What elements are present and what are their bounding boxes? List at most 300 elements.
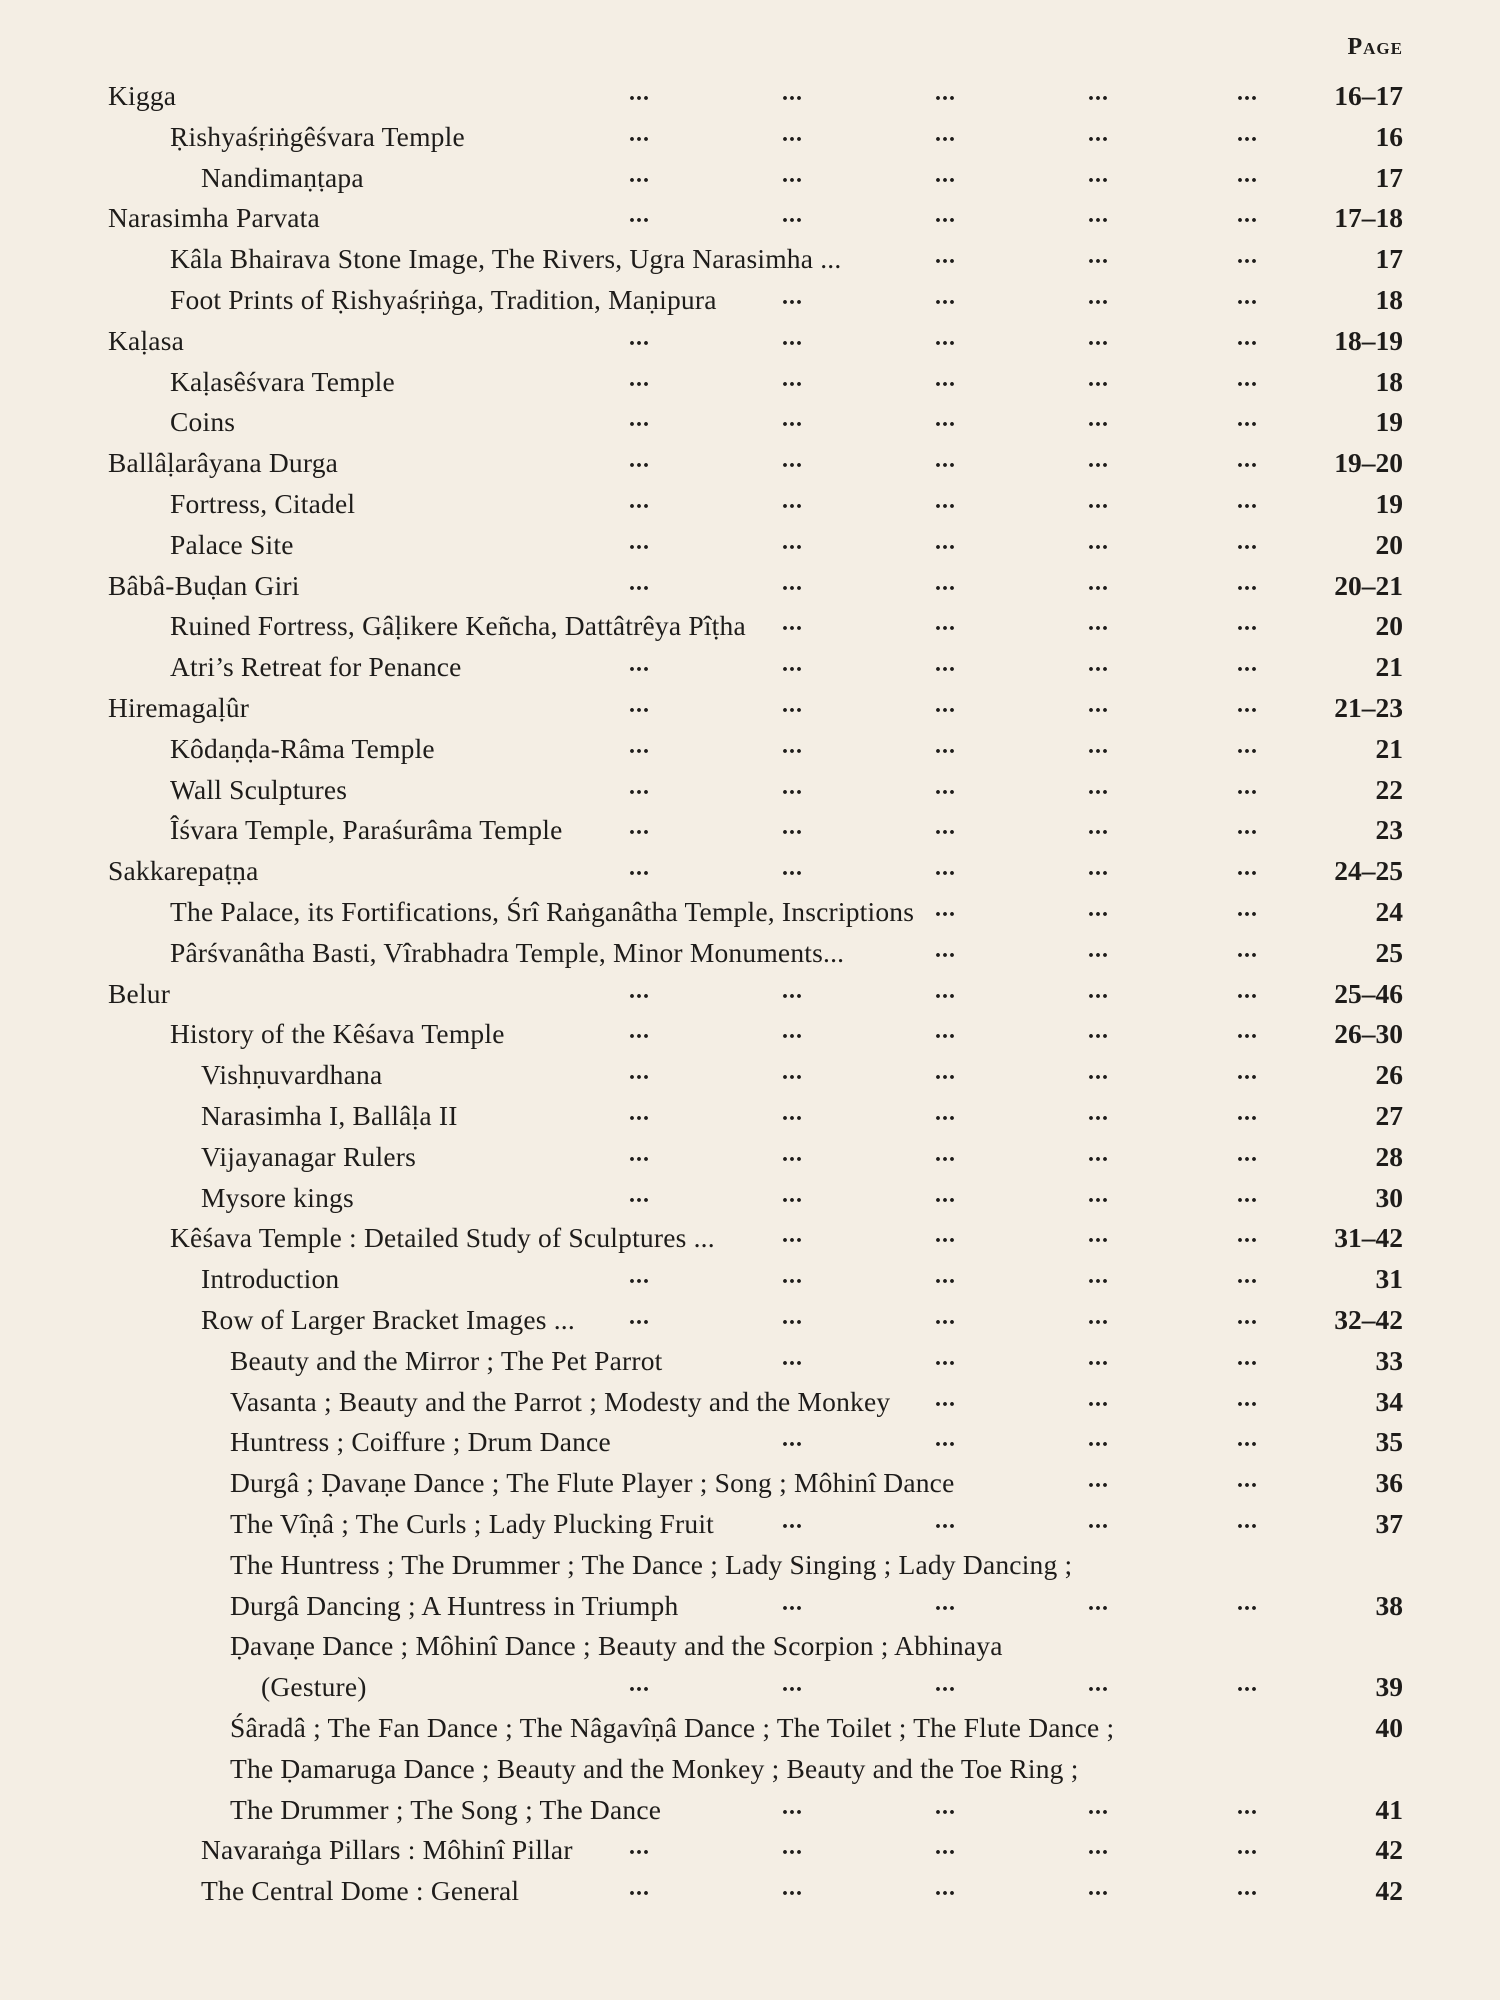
leader-dots: ... — [1088, 814, 1109, 841]
toc-entry — [0, 1834, 1500, 1874]
leader-dots: ... — [1237, 1385, 1258, 1412]
leader-dots: ... — [782, 732, 803, 759]
leader-dots: ... — [1088, 1018, 1109, 1045]
entry-title: Bâbâ-Buḍan Giri — [108, 569, 300, 601]
leader-dots: ... — [782, 1589, 803, 1616]
leader-dots: ... — [1088, 1467, 1109, 1494]
toc-entry — [0, 1426, 1500, 1466]
entry-page: 40 — [1375, 1712, 1403, 1743]
leader-dots: ... — [1237, 855, 1258, 882]
leader-dots: ... — [629, 1100, 650, 1126]
leader-dots: ... — [1237, 284, 1258, 310]
leader-dots: ... — [1088, 1140, 1109, 1167]
leader-dots: ... — [782, 1140, 803, 1167]
toc-entry — [0, 1753, 1500, 1793]
leader-dots: ... — [935, 243, 956, 270]
entry-title: Ḍavaṇe Dance ; Môhinî Dance ; Beauty and the Scorpion ; Abhinaya — [230, 1630, 1003, 1662]
leader-dots: ... — [782, 447, 803, 474]
toc-entry — [0, 1630, 1500, 1670]
entry-title: Ṛishyaśṛiṅgêśvara Temple — [170, 120, 465, 152]
leader-dots: ... — [629, 814, 650, 841]
toc-entry — [0, 1386, 1500, 1426]
entry-page: 17–18 — [1334, 202, 1403, 234]
entry-page: 39 — [1375, 1671, 1403, 1703]
entry-page: 25 — [1375, 936, 1403, 968]
leader-dots: ... — [935, 773, 956, 800]
leader-dots: ... — [1237, 896, 1258, 922]
leader-dots: ... — [935, 365, 956, 392]
toc-entry — [0, 1141, 1500, 1181]
toc-entry — [0, 1875, 1500, 1915]
entry-title: Foot Prints of Ṛishyaśṛiṅga, Tradition, Maṇipura — [170, 284, 717, 315]
leader-dots: ... — [935, 936, 956, 963]
entry-title: Ballâḷarâyana Durga — [108, 447, 339, 479]
entry-title: Kaḷasa — [108, 324, 185, 356]
entry-page: 32–42 — [1334, 1304, 1403, 1335]
toc-entry — [0, 447, 1500, 487]
toc-entry — [0, 692, 1500, 732]
leader-dots: ... — [629, 1671, 650, 1698]
entry-page: 17 — [1375, 243, 1403, 275]
leader-dots: ... — [629, 1059, 650, 1086]
leader-dots: ... — [629, 1875, 650, 1902]
entry-page: 21 — [1375, 651, 1403, 683]
leader-dots: ... — [1237, 243, 1258, 270]
toc-entry — [0, 1467, 1500, 1507]
entry-title: Belur — [108, 977, 171, 1009]
entry-page: 35 — [1375, 1426, 1403, 1458]
leader-dots: ... — [1237, 365, 1258, 392]
toc-entry — [0, 1508, 1500, 1548]
toc-entry — [0, 1182, 1500, 1222]
leader-dots: ... — [1237, 1222, 1258, 1249]
toc-entry — [0, 325, 1500, 365]
leader-dots: ... — [782, 1181, 803, 1208]
entry-title: Śâradâ ; The Fan Dance ; The Nâgavîṇâ Dance ; The Toilet ; The Flute Dance ; — [230, 1712, 1115, 1743]
leader-dots: ... — [1237, 732, 1258, 759]
leader-dots: ... — [1237, 1304, 1258, 1330]
leader-dots: ... — [1237, 324, 1258, 351]
entry-page: 33 — [1375, 1344, 1403, 1376]
toc-entry — [0, 1712, 1500, 1752]
leader-dots: ... — [1088, 1834, 1109, 1861]
entry-title: The Palace, its Fortifications, Śrî Raṅganâtha Temple, Inscriptions — [170, 896, 915, 927]
leader-dots: ... — [1088, 406, 1109, 433]
leader-dots: ... — [935, 1100, 956, 1126]
leader-dots: ... — [935, 528, 956, 555]
leader-dots: ... — [782, 610, 803, 637]
leader-dots: ... — [1088, 1304, 1109, 1330]
leader-dots: ... — [1088, 528, 1109, 555]
toc-entry — [0, 284, 1500, 324]
leader-dots: ... — [935, 855, 956, 882]
entry-page: 19 — [1375, 488, 1403, 519]
leader-dots: ... — [782, 120, 803, 147]
toc-entry — [0, 978, 1500, 1018]
toc-entry — [0, 1059, 1500, 1099]
entry-page: 27 — [1375, 1100, 1403, 1131]
leader-dots: ... — [1088, 1875, 1109, 1902]
leader-dots: ... — [629, 1304, 650, 1330]
leader-dots: ... — [629, 365, 650, 392]
leader-dots: ... — [935, 651, 956, 678]
leader-dots: ... — [935, 1793, 956, 1820]
leader-dots: ... — [1088, 732, 1109, 759]
leader-dots: ... — [1088, 773, 1109, 800]
leader-dots: ... — [1088, 1508, 1109, 1534]
leader-dots: ... — [935, 1181, 956, 1208]
leader-dots: ... — [1088, 1793, 1109, 1820]
leader-dots: ... — [935, 1671, 956, 1698]
leader-dots: ... — [1237, 936, 1258, 963]
entry-page: 20 — [1375, 528, 1403, 560]
entry-page: 20 — [1375, 610, 1403, 642]
entry-title: Navaraṅga Pillars : Môhinî Pillar — [201, 1834, 573, 1866]
leader-dots: ... — [1088, 977, 1109, 1004]
leader-dots: ... — [935, 1140, 956, 1167]
entry-title: Pârśvanâtha Basti, Vîrabhadra Temple, Minor Monuments... — [170, 936, 845, 968]
entry-page: 18–19 — [1334, 324, 1403, 356]
toc-entry — [0, 1794, 1500, 1834]
toc-entry — [0, 1345, 1500, 1385]
leader-dots: ... — [629, 80, 650, 106]
leader-dots: ... — [935, 692, 956, 718]
entry-page: 42 — [1375, 1834, 1403, 1866]
entry-title: Vasanta ; Beauty and the Parrot ; Modesty and the Monkey — [230, 1385, 891, 1417]
leader-dots: ... — [935, 896, 956, 922]
leader-dots: ... — [1088, 1181, 1109, 1208]
entry-page: 24 — [1375, 896, 1403, 927]
entry-page: 31 — [1375, 1263, 1403, 1295]
toc-entry — [0, 366, 1500, 406]
leader-dots: ... — [782, 1426, 803, 1453]
entry-title: Vijayanagar Rulers — [201, 1140, 416, 1172]
leader-dots: ... — [629, 855, 650, 882]
leader-dots: ... — [782, 1304, 803, 1330]
entry-page: 42 — [1375, 1875, 1403, 1907]
leader-dots: ... — [1088, 80, 1109, 106]
entry-page: 21 — [1375, 732, 1403, 764]
entry-title: Sakkarepaṭṇa — [108, 855, 259, 887]
leader-dots: ... — [1237, 202, 1258, 229]
leader-dots: ... — [782, 651, 803, 678]
entry-page: 28 — [1375, 1140, 1403, 1172]
leader-dots: ... — [782, 1018, 803, 1045]
leader-dots: ... — [1237, 692, 1258, 718]
toc-entry — [0, 1263, 1500, 1303]
leader-dots: ... — [1237, 528, 1258, 555]
leader-dots: ... — [1088, 488, 1109, 514]
page-column-header: Page — [1347, 34, 1403, 60]
leader-dots: ... — [1088, 161, 1109, 188]
leader-dots: ... — [1237, 1018, 1258, 1045]
leader-dots: ... — [935, 120, 956, 147]
leader-dots: ... — [1237, 1508, 1258, 1534]
toc-entry — [0, 1222, 1500, 1262]
toc-entry — [0, 570, 1500, 610]
toc-entry — [0, 1304, 1500, 1344]
leader-dots: ... — [629, 528, 650, 555]
leader-dots: ... — [935, 569, 956, 596]
leader-dots: ... — [935, 161, 956, 188]
entry-title: Mysore kings — [201, 1181, 354, 1213]
entry-page: 30 — [1375, 1181, 1403, 1213]
leader-dots: ... — [1237, 1100, 1258, 1126]
leader-dots: ... — [935, 732, 956, 759]
leader-dots: ... — [1237, 1140, 1258, 1167]
leader-dots: ... — [1237, 1426, 1258, 1453]
leader-dots: ... — [782, 1222, 803, 1249]
leader-dots: ... — [1237, 488, 1258, 514]
leader-dots: ... — [1237, 120, 1258, 147]
entry-page: 23 — [1375, 814, 1403, 846]
leader-dots: ... — [629, 202, 650, 229]
entry-title: Narasimha Parvata — [108, 202, 320, 234]
leader-dots: ... — [1088, 284, 1109, 310]
leader-dots: ... — [935, 610, 956, 637]
leader-dots: ... — [935, 814, 956, 841]
leader-dots: ... — [1088, 1671, 1109, 1698]
entry-title: The Drummer ; The Song ; The Dance — [230, 1793, 662, 1825]
leader-dots: ... — [1088, 1100, 1109, 1126]
entry-title: The Vîṇâ ; The Curls ; Lady Plucking Fruit — [230, 1508, 715, 1539]
leader-dots: ... — [782, 1508, 803, 1534]
leader-dots: ... — [629, 569, 650, 596]
entry-title: (Gesture) — [261, 1671, 367, 1703]
leader-dots: ... — [1088, 243, 1109, 270]
leader-dots: ... — [1237, 1263, 1258, 1290]
leader-dots: ... — [1237, 1344, 1258, 1371]
leader-dots: ... — [782, 1100, 803, 1126]
leader-dots: ... — [1237, 610, 1258, 637]
leader-dots: ... — [935, 1875, 956, 1902]
leader-dots: ... — [782, 1834, 803, 1861]
leader-dots: ... — [1088, 365, 1109, 392]
toc-entry — [0, 1018, 1500, 1058]
leader-dots: ... — [1088, 120, 1109, 147]
entry-page: 20–21 — [1334, 569, 1403, 601]
leader-dots: ... — [935, 1508, 956, 1534]
entry-page: 16 — [1375, 120, 1403, 152]
leader-dots: ... — [782, 773, 803, 800]
leader-dots: ... — [782, 324, 803, 351]
leader-dots: ... — [1088, 936, 1109, 963]
entry-page: 18 — [1375, 284, 1403, 315]
entry-title: Kigga — [108, 80, 177, 111]
entry-title: Fortress, Citadel — [170, 488, 356, 519]
leader-dots: ... — [629, 120, 650, 147]
leader-dots: ... — [1088, 1589, 1109, 1616]
toc-entry — [0, 406, 1500, 446]
leader-dots: ... — [935, 1018, 956, 1045]
leader-dots: ... — [935, 1834, 956, 1861]
toc-entry — [0, 855, 1500, 895]
leader-dots: ... — [629, 1018, 650, 1045]
leader-dots: ... — [1237, 977, 1258, 1004]
leader-dots: ... — [1088, 1426, 1109, 1453]
entry-page: 26–30 — [1334, 1018, 1403, 1050]
leader-dots: ... — [1088, 1263, 1109, 1290]
toc-entry — [0, 896, 1500, 936]
entry-page: 31–42 — [1334, 1222, 1403, 1254]
leader-dots: ... — [782, 1875, 803, 1902]
leader-dots: ... — [1237, 814, 1258, 841]
entry-page: 16–17 — [1334, 80, 1403, 111]
entry-title: Row of Larger Bracket Images ... — [201, 1304, 575, 1335]
entry-page: 34 — [1375, 1385, 1403, 1417]
leader-dots: ... — [1088, 569, 1109, 596]
leader-dots: ... — [935, 488, 956, 514]
leader-dots: ... — [935, 1426, 956, 1453]
leader-dots: ... — [782, 1059, 803, 1086]
entry-title: Wall Sculptures — [170, 773, 348, 805]
entry-page: 18 — [1375, 365, 1403, 397]
leader-dots: ... — [782, 365, 803, 392]
entry-title: Nandimaṇṭapa — [201, 161, 364, 193]
leader-dots: ... — [782, 814, 803, 841]
toc-entry — [0, 529, 1500, 569]
leader-dots: ... — [629, 1834, 650, 1861]
entry-title: Kaḷasêśvara Temple — [170, 365, 395, 397]
leader-dots: ... — [782, 1263, 803, 1290]
leader-dots: ... — [782, 161, 803, 188]
leader-dots: ... — [782, 528, 803, 555]
leader-dots: ... — [1088, 1222, 1109, 1249]
entry-title: Ruined Fortress, Gâḷikere Keñcha, Dattâtrêya Pîṭha — [170, 610, 746, 642]
leader-dots: ... — [1237, 447, 1258, 474]
leader-dots: ... — [629, 1140, 650, 1167]
leader-dots: ... — [935, 284, 956, 310]
entry-title: Atri’s Retreat for Penance — [170, 651, 462, 683]
entry-title: Kôdaṇḍa-Râma Temple — [170, 732, 435, 764]
leader-dots: ... — [629, 161, 650, 188]
toc-entry — [0, 162, 1500, 202]
leader-dots: ... — [935, 406, 956, 433]
entry-title: Durgâ ; Ḍavaṇe Dance ; The Flute Player ; Song ; Môhinî Dance — [230, 1467, 955, 1499]
toc-entry — [0, 733, 1500, 773]
leader-dots: ... — [1237, 1793, 1258, 1820]
leader-dots: ... — [629, 324, 650, 351]
toc-entry — [0, 651, 1500, 691]
leader-dots: ... — [935, 202, 956, 229]
entry-page: 26 — [1375, 1059, 1403, 1091]
leader-dots: ... — [629, 1263, 650, 1290]
toc-entry — [0, 202, 1500, 242]
leader-dots: ... — [782, 202, 803, 229]
entry-title: Palace Site — [170, 528, 294, 560]
leader-dots: ... — [1237, 406, 1258, 433]
leader-dots: ... — [629, 488, 650, 514]
leader-dots: ... — [1088, 610, 1109, 637]
leader-dots: ... — [1088, 447, 1109, 474]
entry-page: 38 — [1375, 1589, 1403, 1621]
leader-dots: ... — [629, 732, 650, 759]
entry-page: 25–46 — [1334, 977, 1403, 1009]
leader-dots: ... — [1237, 569, 1258, 596]
toc-entry — [0, 814, 1500, 854]
entry-title: The Huntress ; The Drummer ; The Dance ; Lady Singing ; Lady Dancing ; — [230, 1548, 1073, 1580]
leader-dots: ... — [1088, 324, 1109, 351]
leader-dots: ... — [1237, 1467, 1258, 1494]
leader-dots: ... — [782, 692, 803, 718]
leader-dots: ... — [1237, 1589, 1258, 1616]
leader-dots: ... — [935, 1059, 956, 1086]
entry-title: Introduction — [201, 1263, 340, 1295]
entry-title: The Ḍamaruga Dance ; Beauty and the Monkey ; Beauty and the Toe Ring ; — [230, 1752, 1079, 1784]
toc-entry — [0, 937, 1500, 977]
leader-dots: ... — [1088, 651, 1109, 678]
toc-entry — [0, 243, 1500, 283]
leader-dots: ... — [1237, 651, 1258, 678]
entry-title: The Central Dome : General — [201, 1875, 520, 1907]
toc-entry — [0, 1549, 1500, 1589]
leader-dots: ... — [1237, 1059, 1258, 1086]
leader-dots: ... — [629, 977, 650, 1004]
leader-dots: ... — [1237, 1875, 1258, 1902]
leader-dots: ... — [1088, 1385, 1109, 1412]
leader-dots: ... — [935, 80, 956, 106]
leader-dots: ... — [629, 1181, 650, 1208]
leader-dots: ... — [935, 1263, 956, 1290]
entry-title: Narasimha I, Ballâḷa II — [201, 1100, 458, 1131]
toc-entry — [0, 1671, 1500, 1711]
leader-dots: ... — [629, 773, 650, 800]
leader-dots: ... — [1237, 161, 1258, 188]
entry-page: 21–23 — [1334, 692, 1403, 723]
leader-dots: ... — [1088, 1344, 1109, 1371]
entry-title: History of the Kêśava Temple — [170, 1018, 505, 1050]
leader-dots: ... — [1088, 202, 1109, 229]
leader-dots: ... — [782, 1671, 803, 1698]
leader-dots: ... — [1088, 1059, 1109, 1086]
leader-dots: ... — [1237, 80, 1258, 106]
leader-dots: ... — [782, 1793, 803, 1820]
leader-dots: ... — [1088, 896, 1109, 922]
entry-page: 19–20 — [1334, 447, 1403, 479]
entry-page: 22 — [1375, 773, 1403, 805]
toc-entry — [0, 488, 1500, 528]
entry-page: 36 — [1375, 1467, 1403, 1499]
entry-title: Kâla Bhairava Stone Image, The Rivers, Ugra Narasimha ... — [170, 243, 842, 275]
entry-title: Huntress ; Coiffure ; Drum Dance — [230, 1426, 611, 1458]
entry-page: 24–25 — [1334, 855, 1403, 887]
leader-dots: ... — [935, 1222, 956, 1249]
entry-title: Coins — [170, 406, 236, 438]
toc-entry — [0, 1100, 1500, 1140]
leader-dots: ... — [629, 651, 650, 678]
leader-dots: ... — [629, 692, 650, 718]
leader-dots: ... — [782, 406, 803, 433]
entry-title: Durgâ Dancing ; A Huntress in Triumph — [230, 1589, 679, 1621]
leader-dots: ... — [935, 447, 956, 474]
leader-dots: ... — [1237, 773, 1258, 800]
leader-dots: ... — [782, 488, 803, 514]
leader-dots: ... — [1237, 1671, 1258, 1698]
entry-page: 19 — [1375, 406, 1403, 438]
entry-title: Beauty and the Mirror ; The Pet Parrot — [230, 1344, 663, 1376]
leader-dots: ... — [1237, 1181, 1258, 1208]
leader-dots: ... — [782, 80, 803, 106]
entry-title: Vishṇuvardhana — [201, 1059, 383, 1091]
leader-dots: ... — [1088, 855, 1109, 882]
leader-dots: ... — [782, 284, 803, 310]
entry-page: 17 — [1375, 161, 1403, 193]
leader-dots: ... — [629, 406, 650, 433]
toc-entry — [0, 121, 1500, 161]
leader-dots: ... — [782, 977, 803, 1004]
leader-dots: ... — [935, 1385, 956, 1412]
leader-dots: ... — [629, 447, 650, 474]
